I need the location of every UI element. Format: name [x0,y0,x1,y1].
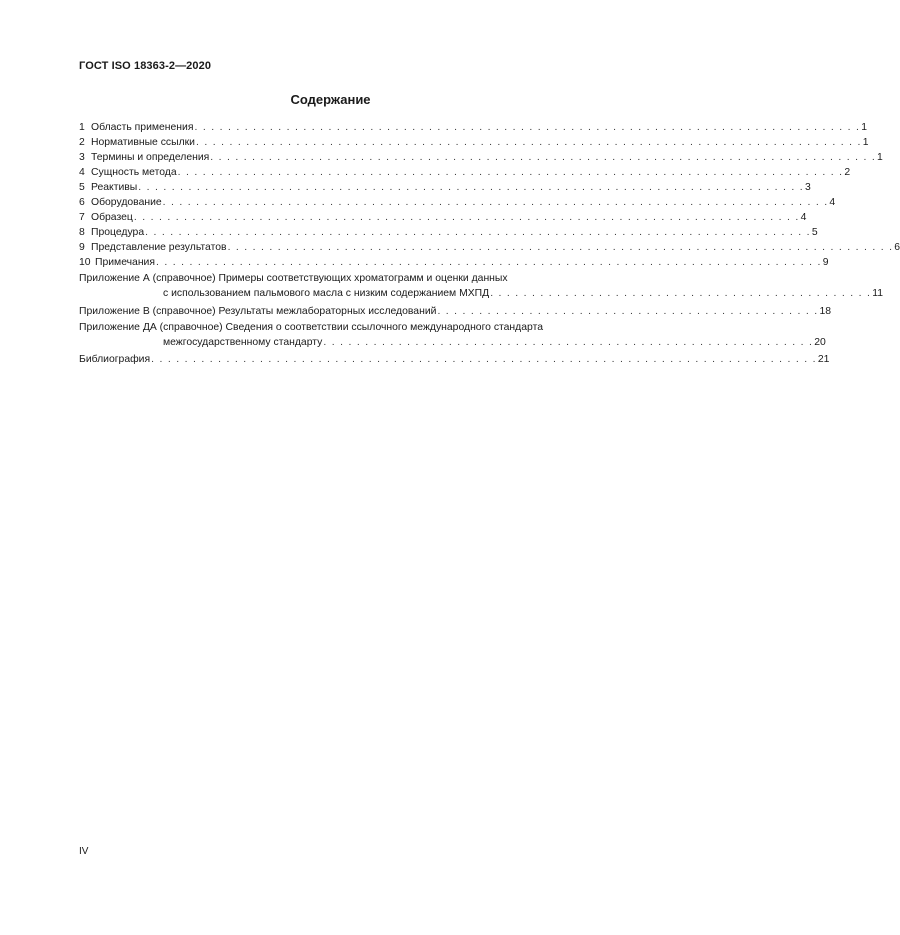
toc-entry-number: 8 [79,227,85,238]
toc-entry-page: 9 [822,257,829,268]
toc-entry-page: 1 [862,137,869,148]
dot-leader: . . . . . . . . . . . . . . . . . . . . . . . . . . . . . . . . . . . . . . . . . . . . . . . . . . . . . . . . . . . . . . . . . . . . . . . . . . . . . . . . [151,354,817,365]
toc-bibliography-entry[interactable] [79,350,830,365]
toc-entry-page: 4 [800,212,807,223]
dot-leader: . . . . . . . . . . . . . . . . . . . . . . . . . . . . . . . . . . . . . . . . . . . . . . . . . . . . . . . . . . . . . . . . . . . . . . . . . . . . . . . . [177,167,844,178]
dot-leader: . . . . . . . . . . . . . . . . . . . . . . . . . . . . . . . . . . . . . . . . . . . . . . . . . . . . . . . . . . . . . . . . . . . . . . . . . . . . . . . . [194,122,861,133]
toc-entry-title: Реактивы [91,182,138,193]
toc-entry-number: 9 [79,242,85,253]
toc-entry-page: 6 [894,242,900,253]
toc-entry[interactable] [79,163,851,178]
page-number: IV [79,846,89,857]
toc-entry[interactable] [79,193,836,208]
appendix-line [79,302,832,317]
toc-appendix-entry[interactable] [79,320,826,348]
appendix-continuation [79,333,826,348]
toc-entry-title: Библиография [79,354,151,365]
toc-entry-title: Процедура [91,227,145,238]
toc-entry[interactable] [79,223,818,238]
dot-leader: . . . . . . . . . . . . . . . . . . . . . . . . . . . . . . . . . . . . . . . . . . . . . . . . . . . . . . . . . . . . . . . . . . . . . . . . . . . . . . . . [156,257,822,268]
toc-entry-title: Термины и определения [91,152,210,163]
table-of-contents [79,118,900,365]
appendix-title-line: Приложение В (справочное) Результаты межлабораторных исследований [79,306,437,317]
toc-entry[interactable] [79,148,883,163]
toc-entry[interactable] [79,238,900,253]
toc-entry[interactable] [79,133,869,148]
appendix-title-line: межгосударственному стандарту [163,337,323,348]
dot-leader: . . . . . . . . . . . . . . . . . . . . . . . . . . . . . . . . . . . . . . . . . . . . . . . . . . . . . . . . . . . . . . . . . . . . . . . . . . . . . . . . [162,197,829,208]
toc-entry-page: 3 [804,182,811,193]
toc-entry-title: Образец [91,212,133,223]
appendix-title-line: с использованием пальмового масла с низким содержанием МХПД [163,288,490,299]
toc-entry-title: Сущность метода [91,167,177,178]
toc-entry-page: 18 [819,306,832,317]
toc-entry-page: 21 [817,354,830,365]
toc-entry-page: 20 [814,337,826,348]
dot-leader: . . . . . . . . . . . . . . . . . . . . . . . . . . . . . . . . . . . . . . . . . . . . . . . . . . . . . . . . . . . . . . . . . . . . . . . . . . . . . . . . [138,182,804,193]
toc-entry-number: 7 [79,212,85,223]
toc-appendix-entry[interactable] [79,271,883,299]
appendix-title-line: Приложение А (справочное) Примеры соответствующих хроматограмм и оценки данных [79,273,508,284]
toc-entry-number: 3 [79,152,85,163]
toc-entry-number: 2 [79,137,85,148]
contents-title: Содержание [290,92,371,107]
dot-leader: . . . . . . . . . . . . . . . . . . . . . . . . . . . . . . . . . . . . . . . . . . . . . . . . . . . . . . . . . . . [323,337,814,348]
appendix-title-line: Приложение ДА (справочное) Сведения о соответствии ссылочного международного стандарта [79,322,543,333]
toc-entry-title: Нормативные ссылки [91,137,195,148]
toc-entry-title: Представление результатов [91,242,227,253]
toc-entry-page: 2 [844,167,851,178]
toc-entry-number: 4 [79,167,85,178]
dot-leader: . . . . . . . . . . . . . . . . . . . . . . . . . . . . . . . . . . . . . . . . . . . . . . . . . . . . . . . . . . . . . . . . . . . . . . . . . . . . . . . . [195,137,862,148]
toc-entry-number: 5 [79,182,85,193]
toc-entry[interactable] [79,208,807,223]
toc-entry[interactable] [79,178,811,193]
dot-leader: . . . . . . . . . . . . . . . . . . . . . . . . . . . . . . . . . . . . . . . . . . . . . . . . . . . . . . . . . . . . . . . . . . . . . . . . . . . . . . . . [210,152,877,163]
toc-entry[interactable] [79,253,829,268]
dot-leader: . . . . . . . . . . . . . . . . . . . . . . . . . . . . . . . . . . . . . . . . . . . . . . [490,288,872,299]
toc-entry-page: 5 [811,227,818,238]
toc-entry-page: 1 [877,152,883,163]
toc-entry[interactable] [79,118,867,133]
document-header: ГОСТ ISO 18363-2—2020 [79,60,212,72]
toc-entry-number: 1 [79,122,85,133]
toc-entry-title: Примечания [95,257,155,268]
dot-leader: . . . . . . . . . . . . . . . . . . . . . . . . . . . . . . . . . . . . . . . . . . . . . . . . . . . . . . . . . . . . . . . . . . . . . . . . . . . . . . . . [145,227,811,238]
appendix-continuation [79,284,883,299]
toc-entry-title: Оборудование [91,197,162,208]
toc-entry-page: 4 [829,197,836,208]
dot-leader: . . . . . . . . . . . . . . . . . . . . . . . . . . . . . . . . . . . . . . . . . . . . . . [437,306,819,317]
toc-entry-page: 11 [872,288,883,299]
dot-leader: . . . . . . . . . . . . . . . . . . . . . . . . . . . . . . . . . . . . . . . . . . . . . . . . . . . . . . . . . . . . . . . . . . . . . . . . . . . . . . . . [133,212,800,223]
toc-appendix-entry[interactable] [79,302,832,317]
toc-entry-number: 6 [79,197,85,208]
toc-entry-page: 1 [861,122,867,133]
toc-entry-title: Область применения [91,122,194,133]
dot-leader: . . . . . . . . . . . . . . . . . . . . . . . . . . . . . . . . . . . . . . . . . . . . . . . . . . . . . . . . . . . . . . . . . . . . . . . . . . . . . . . . [227,242,894,253]
toc-entry-number: 10 [79,257,91,268]
